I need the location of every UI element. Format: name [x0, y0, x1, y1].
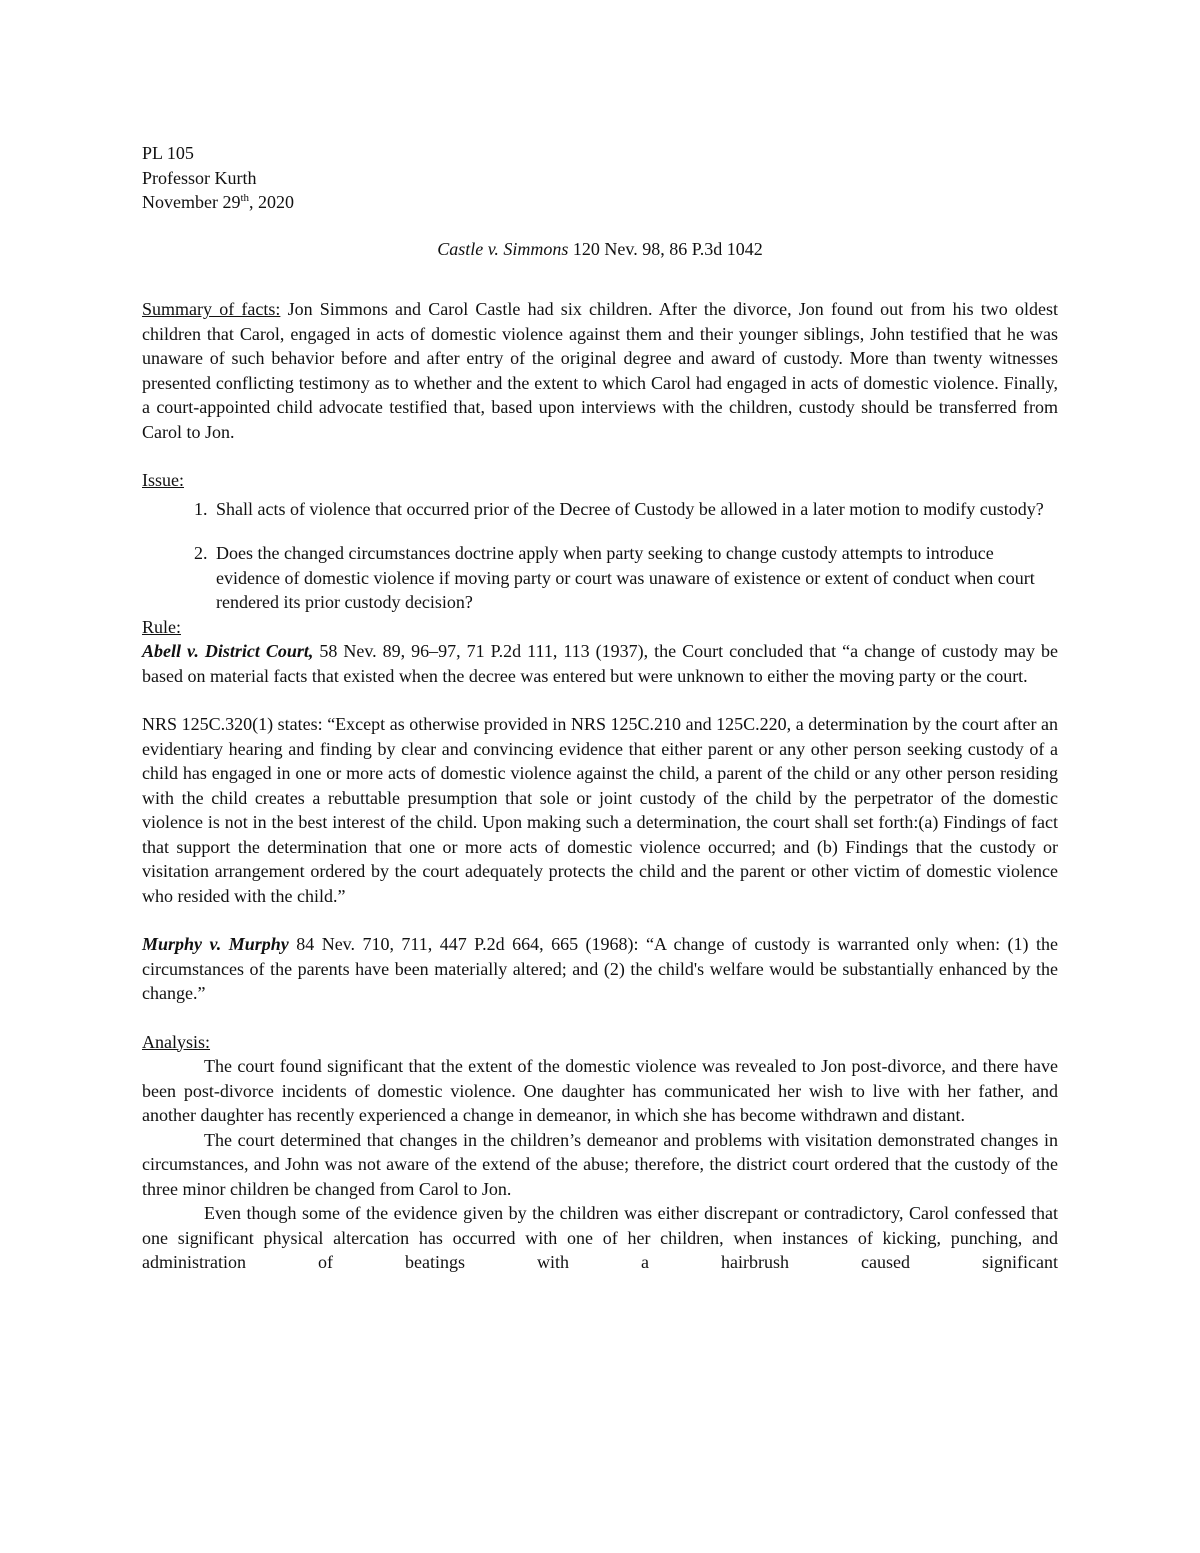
abell-case-name: Abell v. District Court,	[142, 641, 314, 661]
document-date	[142, 190, 1058, 215]
analysis-paragraph: The court found significant that the extent of the domestic violence was revealed to Jon post-divorce, and there have been post-divorce incidents of domestic violence. One daughter has communicated her wish to live with her father, and another daughter has recently experienced a change in demeanor, in which she has become withdrawn and distant.	[142, 1056, 1058, 1125]
rule-nrs: NRS 125C.320(1) states: “Except as otherwise provided in NRS 125C.210 and 125C.220, a determination by the court after an evidentiary hearing and finding by clear and convincing evidence that either parent or any other person seeking custody of a child has engaged in one or more acts of domestic violence against the child, a parent of the child or any other person residing with the child creates a rebuttable presumption that sole or joint custody of the child by the perpetrator of the domestic violence is not in the best interest of the child. Upon making such a determination, the court shall set forth:(a) Findings of fact that support the determination that one or more acts of domestic violence occurred; and (b) Findings that the custody or visitation arrangement ordered by the court adequately protects the child and the parent or other victim of domestic violence who resided with the child.”	[142, 714, 1058, 906]
abell-text: 58 Nev. 89, 96–97, 71 P.2d 111, 113 (1937), the Court concluded that “a change of custody may be based on material facts that existed when the decree was entered but were unknown to either the moving party or the court.	[142, 641, 1059, 686]
course-code: PL 105	[142, 143, 194, 163]
murphy-text: 84 Nev. 710, 711, 447 P.2d 664, 665 (1968): “A change of custody is warranted only when: (1) the circumstances of the parents have been materially altered; and (2) the child's welfare would be substantially enhanced by the change.”	[142, 934, 1058, 1003]
analysis-paragraph: The court determined that changes in the children’s demeanor and problems with visitation demonstrated changes in circumstances, and John was not aware of the extend of the abuse; therefore, the district court ordered that the custody of the three minor children be changed from Carol to Jon.	[142, 1129, 1058, 1199]
issue-label: Issue:	[142, 470, 184, 490]
analysis-paragraph: Even though some of the evidence given by the children was either discrepant or contradictory, Carol confessed that one significant physical altercation has occurred with one of her children, when instances of kicking, punching, and administration of beatings with a hairbrush caused significant	[142, 1203, 1058, 1272]
date-suffix: th	[240, 192, 250, 204]
analysis-label: Analysis:	[142, 1031, 211, 1052]
case-citation: 120 Nev. 98, 86 P.3d 1042	[568, 238, 763, 259]
summary-of-facts	[142, 297, 1058, 444]
issue-item: 2. Does the changed circumstances doctrine apply when party seeking to change custody attempts to introduce evidence of domestic violence if moving party or court was unaware of existence or extent of conduct when court rendered its prior custody decision?	[212, 541, 1058, 615]
issue-item: 1. Shall acts of violence that occurred prior of the Decree of Custody be allowed in a later motion to modify custody?	[212, 497, 1058, 522]
summary-text: Jon Simmons and Carol Castle had six children. After the divorce, Jon found out from his two oldest children that Carol, engaged in acts of domestic violence against them and their younger siblings, John testified that he was unaware of such behavior before and after entry of the original degree and award of custody. More than twenty witnesses presented conflicting testimony as to whether and the extent to which Carol had engaged in acts of domestic violence. Finally, a court-appointed child advocate testified that, based upon interviews with the children, custody should be transferred from Carol to Jon.	[142, 299, 1058, 442]
rule-abell	[142, 639, 1058, 688]
date-year: , 2020	[249, 192, 295, 212]
document-body	[142, 141, 1058, 1275]
rule-murphy	[142, 932, 1058, 1006]
rule-label: Rule:	[142, 616, 181, 637]
professor-name: Professor Kurth	[142, 167, 257, 188]
case-name: Castle v. Simmons	[437, 238, 569, 259]
summary-label: Summary of facts:	[142, 299, 281, 319]
issue-list	[142, 497, 1058, 615]
case-title	[142, 237, 1058, 262]
date-main: November 29	[142, 192, 241, 212]
murphy-case-name: Murphy v. Murphy	[142, 934, 289, 954]
